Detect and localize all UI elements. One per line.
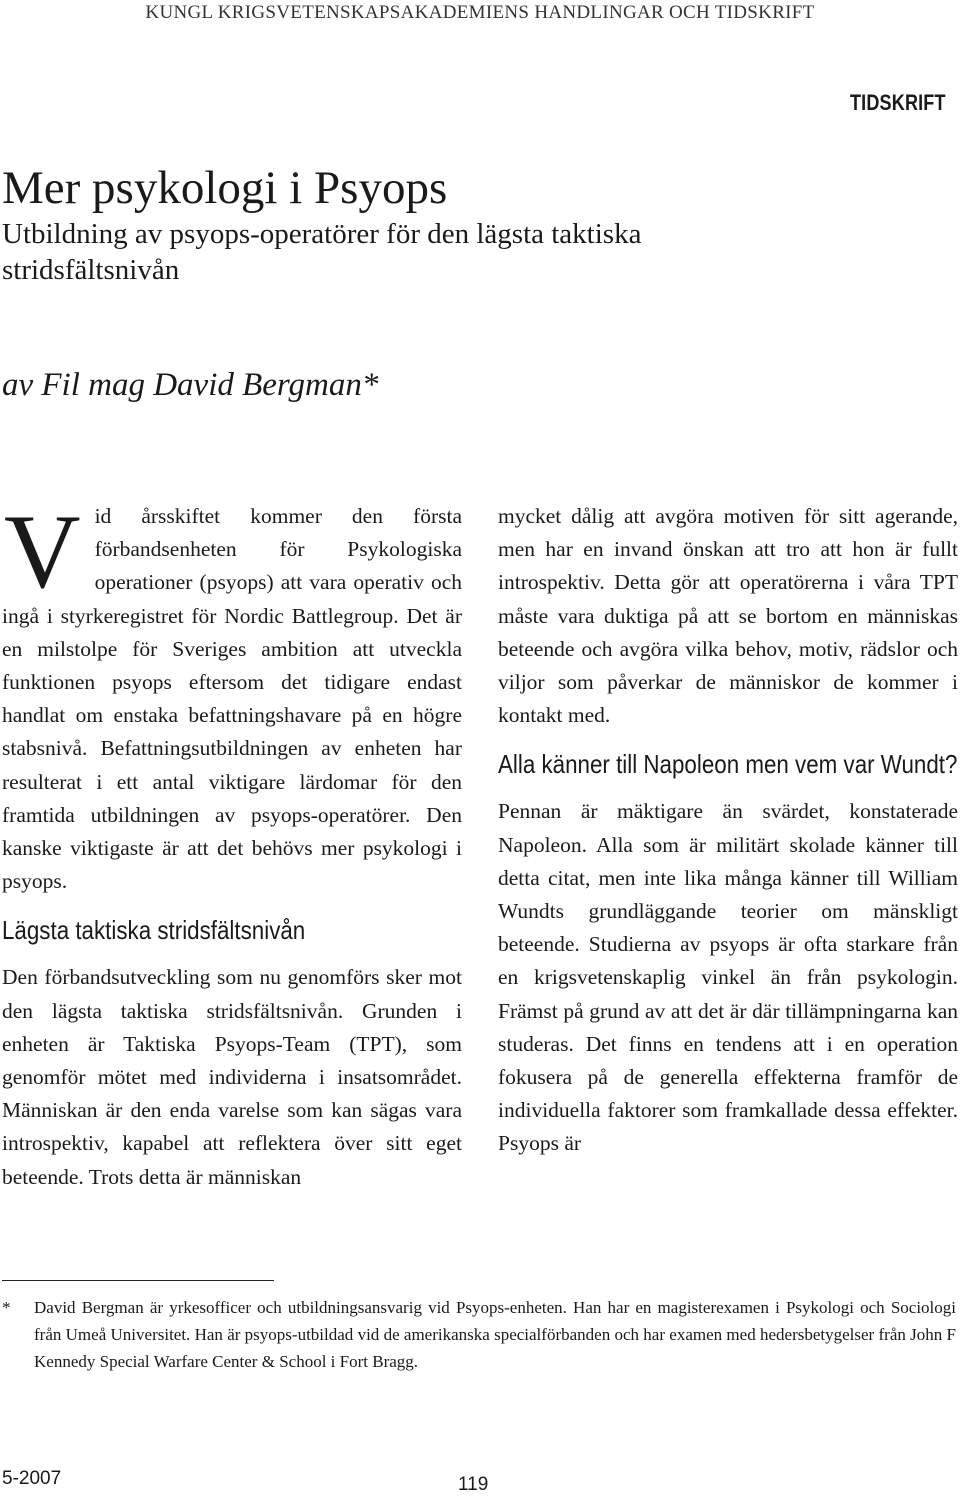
left-column xyxy=(2,493,462,1194)
body-paragraph-2: Den förbandsutveckling som nu genomförs sker mot den lägsta taktiska stridsfältsnivån. Grunden i enheten är Taktiska Psyops-Team (TPT), som genomför mötet med individerna i insatsområdet. Människan är den enda varelse som kan sägas vara introspektiv, kapabel att reflektera över sitt eget beteende. Trots detta är människan xyxy=(2,965,462,1189)
right-column xyxy=(498,500,958,1161)
section-heading-2: Alla känner till Napoleon men vem var Wundt? xyxy=(498,749,958,780)
issue-label: 5-2007 xyxy=(2,1468,62,1489)
footnote-marker: * xyxy=(2,1298,11,1317)
running-header: KUNGL KRIGSVETENSKAPSAKADEMIENS HANDLINGAR OCH TIDSKRIFT xyxy=(145,2,815,23)
drop-cap: V xyxy=(4,493,81,610)
body-paragraph-3: mycket dålig att avgöra motiven för sitt agerande, men har en invand önskan att tro att hon är fullt introspektiv. Detta gör att operatörerna i våra TPT måste vara duktiga på att se bortom en människas beteende och avgöra vilka behov, motiv, rädslor och viljor som påverkar de människor de kommer i kontakt med. xyxy=(498,504,958,728)
body-paragraph-4: Pennan är mäktigare än svärdet, konstaterade Napoleon. Alla som är militärt skolade känner till detta citat, men inte lika många känner till William Wundts grundläggande teorier om mänskligt beteende. Studierna av psyops är ofta starkare från en krigsvetenskaplig vinkel än från psykologin. Främst på grund av att det är där tillämpningarna kan studeras. Det finns en tendens att i en operation fokusera på de generella effekterna framför de individuella faktorer som framkallade dessa effekter. Psyops är xyxy=(498,799,958,1156)
footnote-rule xyxy=(2,1280,274,1281)
article-byline: av Fil mag David Bergman* xyxy=(2,367,379,403)
article-title: Mer psykologi i Psyops xyxy=(2,162,448,214)
article-subtitle: Utbildning av psyops-operatörer för den lägsta taktiska stridsfältsnivån xyxy=(2,218,642,286)
section-heading-1: Lägsta taktiska stridsfältsnivån xyxy=(2,915,306,946)
footnote-text: David Bergman är yrkesofficer och utbildningsansvarig vid Psyops-enheten. Han har en magisterexamen i Psykologi och Sociologi från Umeå Universitet. Han är psyops-utbildad vid de amerikanska specialförbanden och har examen med hedersbetygelser från John F Kennedy Special Warfare Center & School i Fort Bragg. xyxy=(34,1298,956,1371)
intro-text: id årsskiftet kommer den första förbandsenheten för Psykologiska operationer (psyops) att vara operativ och ingå i styrkeregistret för Nordic Battlegroup. Det är en milstolpe för Sveriges ambition att utveckla funktionen psyops eftersom det tidigare endast handlat om enstaka befattningshavare på en högre stabsnivå. Befattningsutbildningen av enheten har resulterat i ett antal viktigare lärdomar för den framtida utbildningen av psyops-operatörer. Den kanske viktigaste är att det behövs mer psykologi i psyops. xyxy=(2,504,462,894)
page-number: 119 xyxy=(458,1474,489,1495)
section-label: TIDSKRIFT xyxy=(850,90,946,115)
intro-paragraph xyxy=(2,493,462,898)
